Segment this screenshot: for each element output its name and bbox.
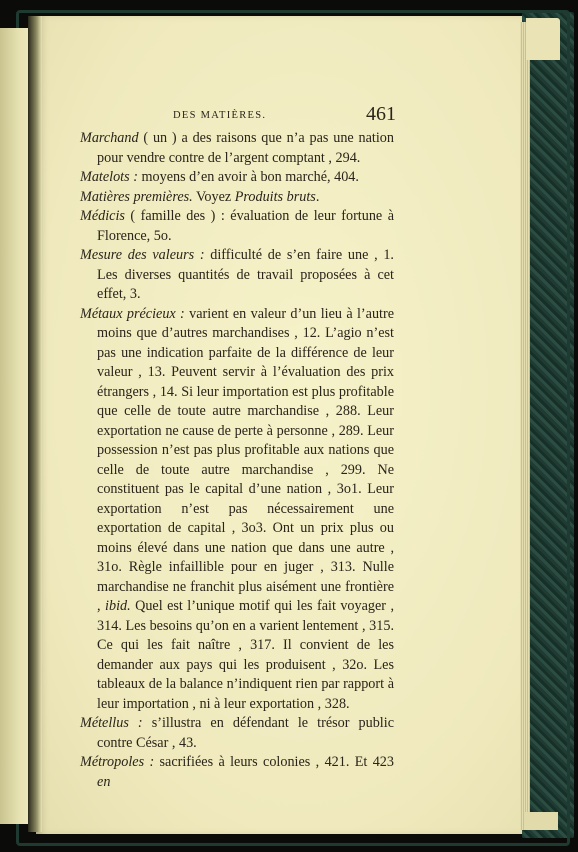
entry-headword: Métaux précieux : xyxy=(80,305,185,322)
page-stack-edge xyxy=(520,22,530,830)
entry-headword: Matelots : xyxy=(80,169,138,185)
index-entry xyxy=(80,305,394,715)
entry-tail: Quel est l’unique motif qui les fait voyager , 314. Les besoins qu’on en a varient lentement , 315. Ce qui les fait naître , 317. Il convient de les demander aux pays qui les produisent , 32o. Les tableaux de la balance n’indiquent rien par rapport à leur importation , ni à leur exportation , 328. xyxy=(97,598,394,712)
index-entry xyxy=(80,188,394,208)
entry-text: s’illustra en défendant le trésor public contre César , 43. xyxy=(97,715,394,751)
entry-headword: Médicis xyxy=(80,208,125,224)
page-number: 461 xyxy=(366,103,396,125)
entry-text: moyens d’en avoir à bon marché, 404. xyxy=(137,169,359,185)
entry-tail: . xyxy=(315,188,320,205)
entry-text: ( un ) a des raisons que n’a pas une nation pour vendre contre de l’argent comptant , 294. xyxy=(97,130,394,166)
gutter-shadow xyxy=(28,16,42,832)
entry-text: difficulté de s’en faire une , 1. Les diverses quantités de travail proposées à cet effet, 3. xyxy=(97,247,394,302)
index-entry xyxy=(80,714,394,753)
index-entries xyxy=(80,129,394,792)
entry-headword: Matières premières. xyxy=(80,188,193,205)
entry-headword: Métellus : xyxy=(80,715,143,731)
page-corner-bottom xyxy=(524,812,558,830)
index-entry xyxy=(80,753,394,792)
entry-cross-reference: ibid. xyxy=(105,598,131,614)
running-head: DES MATIÈRES. xyxy=(173,110,267,121)
entry-headword: Marchand xyxy=(80,130,139,146)
page-header xyxy=(80,103,396,129)
entry-cross-reference: en xyxy=(97,773,111,790)
entry-text: sacrifiées à leurs colonies , 421. Et 423 xyxy=(154,754,394,770)
entry-headword: Métropoles : xyxy=(80,754,155,770)
index-entry xyxy=(80,207,394,246)
entry-headword: Mesure des valeurs : xyxy=(80,247,205,263)
entry-cross-reference: Produits bruts xyxy=(234,188,316,205)
index-entry xyxy=(80,129,394,168)
index-entry xyxy=(80,168,394,188)
index-entry xyxy=(80,246,394,305)
entry-text: Voyez xyxy=(192,188,235,205)
page-corner-top xyxy=(526,18,560,60)
entry-text: varient en valeur d’un lieu à l’autre moins que d’autres marchandises , 12. L’agio n’est pas une indication parfaite de la différence de leur valeur , 13. Peuvent servir à l’évaluation des prix étrangers , 14. Si leur importation est plus profitable que celle de toute autre marchandise , 288. Leur exportation ne cause de perte à personne , 289. Leur possession n’est pas plus profitable aux nations que celle de toute autre marchandise , 299. Ne constituent pas le capital d’une nation , 3o1. Leur exportation n’est pas nécessairement une exportation de capital , 3o3. Ont un prix plus ou moins élevé dans une nation que dans une autre , 31o. Règle infaillible pour en juger , 313. Nulle marchandise ne franchit plus aisément une frontière , xyxy=(97,305,395,614)
entry-text: ( famille des ) : évaluation de leur fortune à Florence, 5o. xyxy=(97,208,394,244)
